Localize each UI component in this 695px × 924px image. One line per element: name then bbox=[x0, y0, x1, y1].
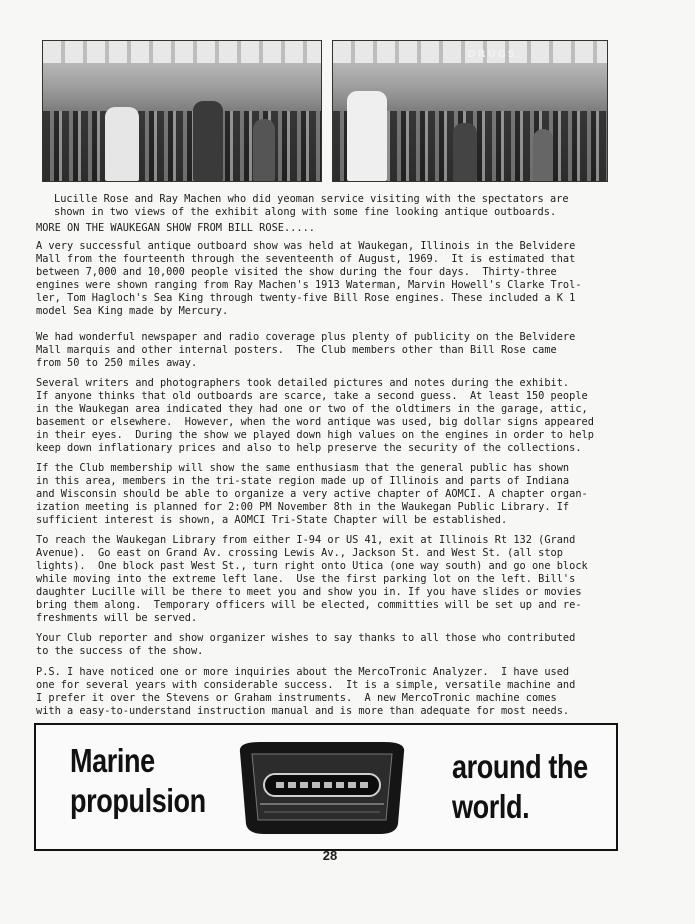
paragraph-3: Several writers and photographers took detailed pictures and notes during the exhibit. If anyone thinks that old outboards are scarce, take a second guess. At least 150 people in the Waukegan area indicated they had one or two of the oldtimers in the garage, attic, basement or elsewhere. However, when the word antique was used, big dollar signs appeared in their eyes. During the show we played down high values on the engines in order to help keep down inflationary prices and also to help preserve the security of the collections. bbox=[36, 377, 594, 454]
outboard-motor-icon bbox=[230, 738, 414, 838]
advertisement bbox=[34, 723, 618, 851]
paragraph-5: To reach the Waukegan Library from either I-94 or US 41, exit at Illinois Rt 132 (Grand Avenue). Go east on Grand Av. crossing Lewis Av., Jackson St. and West St. (all stop lights). One block past West St., turn right onto Utica (one way south) and go one block while moving into the extreme left lane. Use the first parking lot on the left. Bill's daughter Lucille will be there to meet you and show you in. If you have slides or movies bring them along. Temporary officers will be elected, committies will be set up and re- freshments will be served. bbox=[36, 534, 588, 624]
paragraph-2: We had wonderful newspaper and radio coverage plus plenty of publicity on the Belvidere Mall marquis and other internal posters. The Club members other than Bill Rose came from 50 to 250 miles away. bbox=[36, 331, 576, 369]
exhibit-photo-right bbox=[332, 40, 608, 182]
exhibit-photo-left bbox=[42, 40, 322, 182]
photo-caption: Lucille Rose and Ray Machen who did yeoman service visiting with the spectators are shown in two views of the exhibit along with some fine looking antique outboards. bbox=[54, 193, 569, 218]
ad-left-text: Marine propulsion bbox=[70, 742, 206, 819]
article-heading: MORE ON THE WAUKEGAN SHOW FROM BILL ROSE..... bbox=[36, 222, 315, 234]
paragraph-1: A very successful antique outboard show was held at Waukegan, Illinois in the Belvidere Mall from the fourteenth through the seventeenth of August, 1969. It is estimated that between 7,000 and 10,000 people visited the show during the four days. Thirty-three engines were shown ranging from Ray Machen's 1913 Waterman, Marvin Howell's Clarke Trol- ler, Tom Hagloch's Sea King through twenty-five Bill Rose engines. These included a K 1 model Sea King made by Mercury. bbox=[36, 240, 582, 317]
ad-right-text: around the world. bbox=[452, 748, 588, 825]
store-sign: DRUGS bbox=[467, 49, 517, 60]
paragraph-6: Your Club reporter and show organizer wishes to say thanks to all those who contributed to the success of the show. bbox=[36, 632, 576, 657]
paragraph-4: If the Club membership will show the same enthusiasm that the general public has shown in this area, members in the tri-state region made up of Illinois and parts of Indiana and Wisconsin should be able to organize a very active chapter of AOMCI. A chapter organ- ization meeting is planned for 2:00 PM November 8th in the Waukegan Public Library. If sufficient interest is shown, a AOMCI Tri-State Chapter will be established. bbox=[36, 462, 588, 526]
page-number: 28 bbox=[322, 848, 338, 863]
paragraph-7: P.S. I have noticed one or more inquiries about the MercoTronic Analyzer. I have used one for several years with considerable success. It is a simple, versatile machine and I prefer it over the Stevens or Graham instruments. A new MercoTronic machine comes with a easy-to-understand instruction manual and is more than adequate for most needs. bbox=[36, 666, 576, 717]
